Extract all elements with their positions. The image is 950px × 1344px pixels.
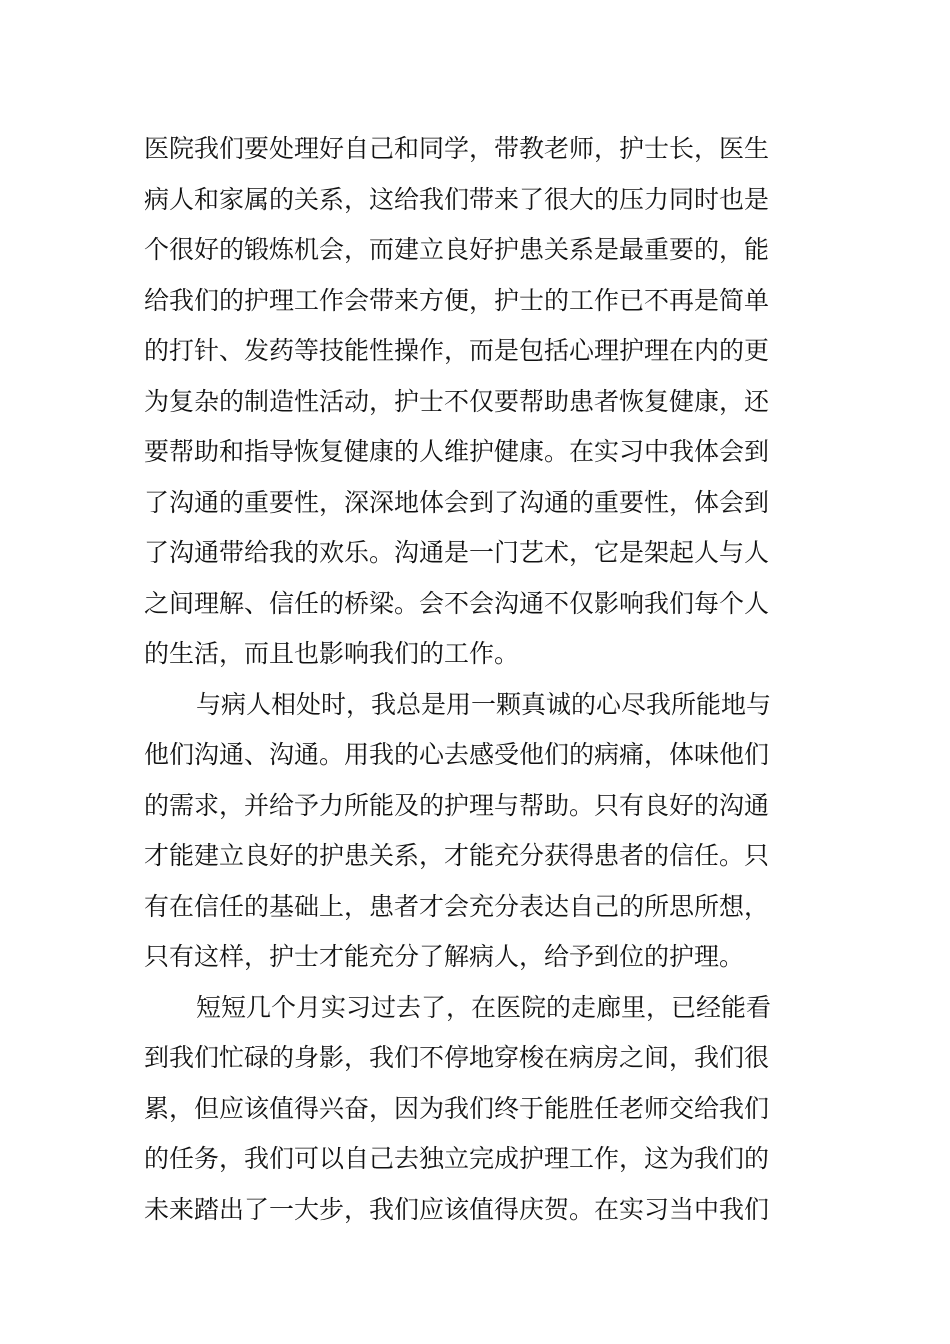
text-line: 了沟通带给我的欢乐。沟通是一门艺术，它是架起人与人 [144, 538, 770, 567]
text-line: 的打针、发药等技能性操作，而是包括心理护理在内的更 [144, 336, 770, 365]
text-line: 有在信任的基础上，患者才会充分表达自己的所思所想， [144, 891, 770, 921]
text-line: 的生活，而且也影响我们的工作。 [144, 639, 520, 668]
text-line: 为复杂的制造性活动，护士不仅要帮助患者恢复健康，还 [144, 386, 770, 416]
text-line: 要帮助和指导恢复健康的人维护健康。在实习中我体会到 [144, 437, 770, 466]
text-line: 短短几个月实习过去了，在医院的走廊里，已经能看 [196, 992, 772, 1022]
text-line: 的需求，并给予力所能及的护理与帮助。只有良好的沟通 [144, 790, 770, 820]
text-line: 未来踏出了一大步，我们应该值得庆贺。在实习当中我们 [144, 1194, 770, 1224]
text-line: 与病人相处时，我总是用一颗真诚的心尽我所能地与 [196, 689, 772, 719]
text-line: 了沟通的重要性，深深地体会到了沟通的重要性，体会到 [144, 487, 770, 517]
document-body [144, 124, 814, 1235]
text-line: 个很好的锻炼机会，而建立良好护患关系是最重要的，能 [144, 235, 770, 264]
text-line: 的任务，我们可以自己去独立完成护理工作，这为我们的 [144, 1144, 770, 1173]
text-line: 他们沟通、沟通。用我的心去感受他们的病痛，体味他们 [144, 740, 770, 769]
text-line: 累，但应该值得兴奋，因为我们终于能胜任老师交给我们 [144, 1093, 770, 1123]
text-line: 给我们的护理工作会带来方便，护士的工作已不再是简单 [144, 285, 770, 315]
text-line: 病人和家属的关系，这给我们带来了很大的压力同时也是 [144, 184, 770, 214]
text-line: 医院我们要处理好自己和同学，带教老师，护士长，医生 [144, 134, 770, 163]
text-line: 之间理解、信任的桥梁。会不会沟通不仅影响我们每个人 [144, 588, 770, 618]
text-line: 到我们忙碌的身影，我们不停地穿梭在病房之间，我们很 [144, 1043, 770, 1072]
text-line: 才能建立良好的护患关系，才能充分获得患者的信任。只 [144, 841, 770, 870]
text-line: 只有这样，护士才能充分了解病人，给予到位的护理。 [144, 942, 745, 971]
